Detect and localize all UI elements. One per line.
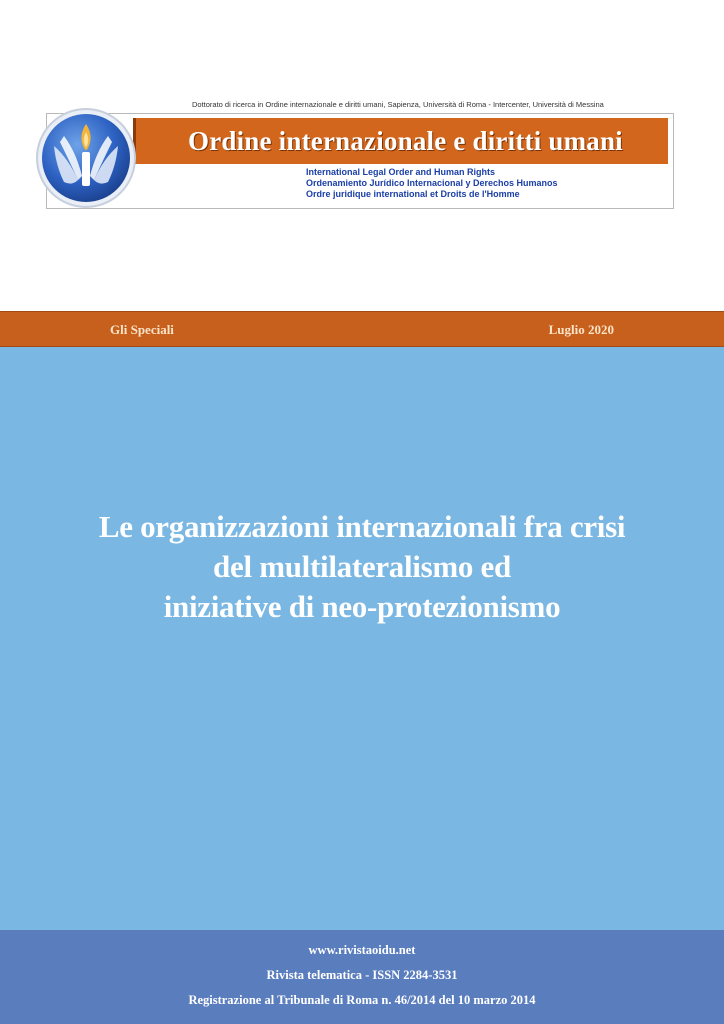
subtitle-en: International Legal Order and Human Rights [306,167,496,177]
journal-logo-icon [34,106,138,210]
series-strip [0,311,724,347]
cover-title-line-2: del multilateralismo ed [213,549,511,584]
journal-title-text: Ordine internazionale e diritti umani [188,125,623,156]
cover-title-line-1: Le organizzazioni internazionali fra crisi [98,509,626,544]
journal-subtitles [306,167,666,200]
cover-panel [0,347,724,930]
doctorate-line: Dottorato di ricerca in Ordine internazionale e diritti umani, Sapienza, Università di Roma - Intercenter, Università di Messina [192,100,604,109]
series-label: Gli Speciali [110,322,174,337]
footer-issn: Rivista telematica - ISSN 2284-3531 [266,968,458,982]
cover-title [0,507,724,627]
footer-registration: Registrazione al Tribunale di Roma n. 46/2014 del 10 marzo 2014 [188,993,536,1007]
issue-date: Luglio 2020 [548,322,614,337]
footer-website: www.rivistaoidu.net [308,943,416,957]
footer [0,930,724,1024]
cover-title-line-3: iniziative di neo-protezionismo [163,589,561,624]
subtitle-es: Ordenamiento Jurídico Internacional y Derechos Humanos [306,178,558,188]
journal-title [133,118,668,164]
subtitle-fr: Ordre juridique international et Droits de l'Homme [306,189,520,199]
